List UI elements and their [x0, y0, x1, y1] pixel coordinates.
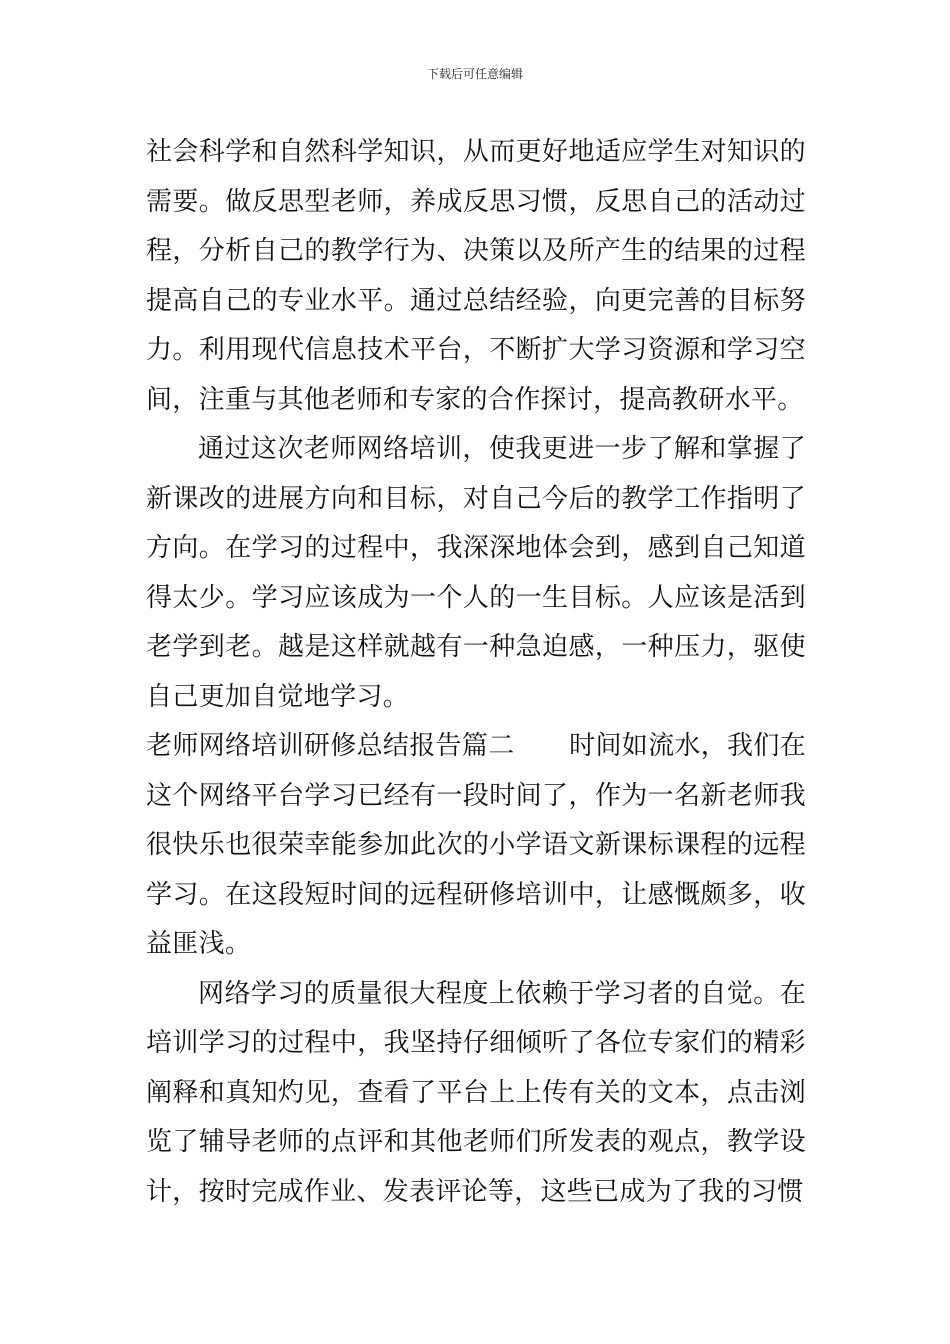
paragraph: 通过这次老师网络培训，使我更进一步了解和掌握了新课改的进展方向和目标，对自己今后的教学工作指明了方向。在学习的过程中，我深深地体会到，感到自己知道得太少。学习应该成为一个人的一生目标。人应该是活到老学到老。越是这样就越有一种急迫感，一种压力，驱使自己更加自觉地学习。	[146, 434, 806, 712]
section-title: 老师网络培训研修总结报告篇二	[146, 731, 515, 761]
paragraph: 网络学习的质量很大程度上依赖于学习者的自觉。在培训学习的过程中，我坚持仔细倾听了各位专家们的精彩阐释和真知灼见，查看了平台上上传有关的文本，点击浏览了辅导老师的点评和其他老师们所发表的观点，教学设计，按时完成作业、发表评论等，这些已成为了我的习惯	[146, 978, 806, 1207]
page-header: 下载后可任意编辑	[426, 67, 523, 81]
document-body	[146, 128, 806, 1217]
section-heading-paragraph	[146, 722, 806, 970]
paragraph-continued: 社会科学和自然科学知识，从而更好地适应学生对知识的需要。做反思型老师，养成反思习惯，反思自己的活动过程，分析自己的教学行为、决策以及所产生的结果的过程提高自己的专业水平。通过总结经验，向更完善的目标努力。利用现代信息技术平台，不断扩大学习资源和学习空间，注重与其他老师和专家的合作探讨，提高教研水平。	[146, 137, 806, 415]
section-opening-text: 时间如流水，我们在这个网络平台学习已经有一段时间了，作为一名新老师我很快乐也很荣幸能参加此次的小学语文新课标课程的远程学习。在这段短时间的远程研修培训中，让感慨颇多，收益匪浅。	[146, 731, 807, 959]
